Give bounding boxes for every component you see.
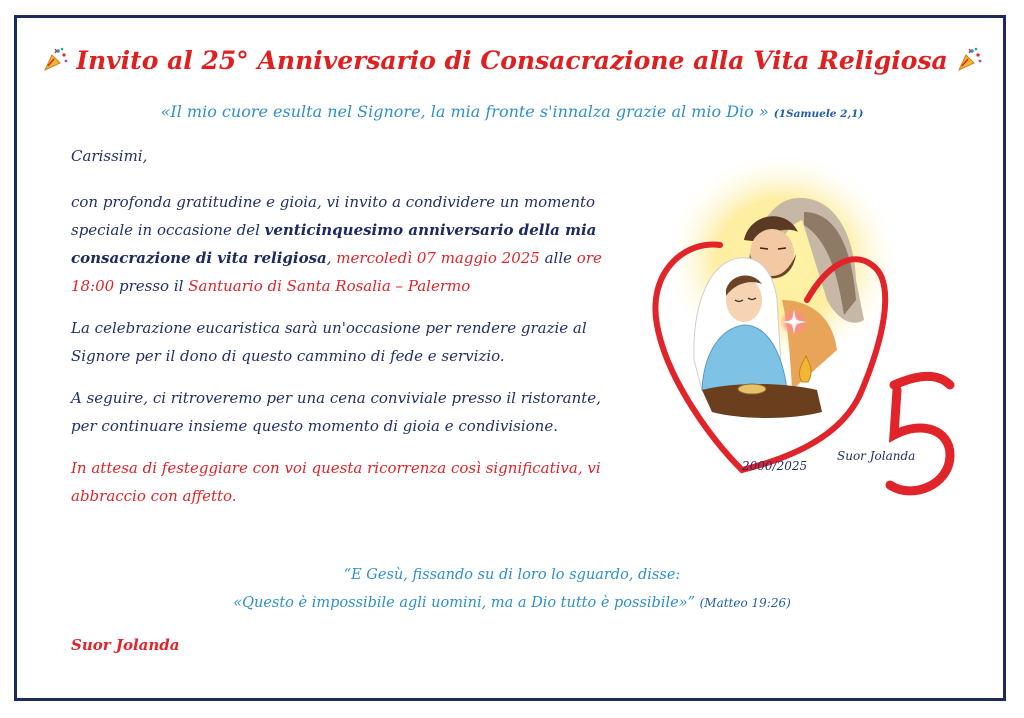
salutation: Carissimi, [71, 147, 148, 165]
event-time: ore 18:00 [71, 249, 602, 295]
matthew-quote-text: «Questo è impossibile agli uomini, ma a Dio tutto è possibile»” [233, 595, 695, 611]
party-popper-icon [42, 46, 68, 72]
invitation-paragraph [71, 188, 616, 300]
holy-family-illustration [632, 150, 967, 510]
bible-quote [0, 102, 1024, 121]
presso-text: presso il [114, 277, 189, 295]
paragraph-intro: con profonda gratitudine e gioia, vi invito a condividere un momento speciale in occasione del [71, 193, 596, 239]
image-name-label: Suor Jolanda [837, 449, 916, 463]
matthew-quote [0, 561, 1024, 617]
separator: , [326, 249, 337, 267]
quote-text: «Il mio cuore esulta nel Signore, la mia fronte s'innalza grazie al mio Dio » [160, 102, 769, 121]
matthew-quote-reference: (Matteo 19:26) [699, 596, 791, 610]
dinner-paragraph: A seguire, ci ritroveremo per una cena conviviale presso il ristorante, per continuare insieme questo momento di gioia e condivisione. [71, 389, 601, 435]
years-label: 2000/2025 [742, 459, 808, 473]
matthew-quote-line2 [0, 589, 1024, 617]
event-place: Santuario di Santa Rosalia – Palermo [188, 277, 471, 295]
party-popper-icon [956, 46, 982, 72]
title-text: Invito al 25° Anniversario di Consacrazione alla Vita Religiosa [76, 46, 948, 75]
alle-text: alle [539, 249, 577, 267]
matthew-quote-line1: “E Gesù, fissando su di loro lo sguardo, disse: [343, 567, 681, 583]
closing-paragraph: In attesa di festeggiare con voi questa ricorrenza così significativa, vi abbraccio con affetto. [71, 459, 601, 505]
lamp-bowl [738, 384, 766, 394]
number-five [890, 376, 950, 491]
signature: Suor Jolanda [71, 636, 180, 654]
event-date: mercoledì 07 maggio 2025 [336, 249, 540, 267]
invitation-title [0, 46, 1024, 75]
celebration-paragraph: La celebrazione eucaristica sarà un'occasione per rendere grazie al Signore per il dono di questo cammino di fede e servizio. [71, 319, 587, 365]
quote-reference: (1Samuele 2,1) [773, 108, 864, 120]
anniversary-text: venticinquesimo anniversario della mia consacrazione di vita religiosa [71, 221, 597, 267]
invitation-body [71, 142, 616, 524]
